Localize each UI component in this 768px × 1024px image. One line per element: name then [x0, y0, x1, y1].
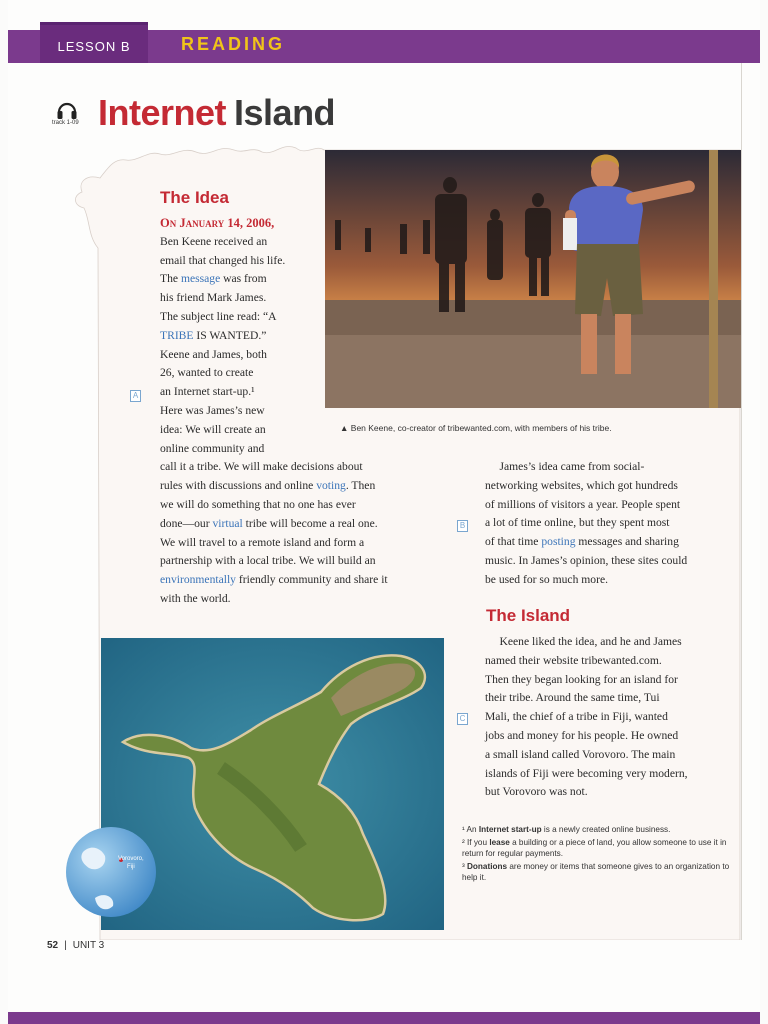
island-line: islands of Fiji were becoming very modern, [485, 766, 688, 780]
idea-line: environmentally friendly community and share it [160, 573, 388, 587]
idea-line: rules with discussions and online voting. Then [160, 479, 376, 493]
page-number: 52 [47, 940, 59, 951]
island-line: Then they began looking for an island for [485, 672, 678, 686]
idea-line: Here was James’s new [160, 403, 265, 417]
footnote: ¹ An Internet start-up is a newly created online business. [462, 825, 671, 834]
vocabulary-word: message [180, 272, 221, 286]
idea-line: an Internet start-up.¹ [160, 385, 255, 399]
lesson-tab [40, 22, 148, 63]
footnote-term: Internet start-up [478, 825, 542, 834]
paragraph-b-line: James’s idea came from social- [485, 460, 645, 473]
paragraph-b-line: be used for so much more. [485, 572, 608, 586]
paragraph-b-line: of that time posting messages and sharing [485, 535, 679, 549]
lesson-label: LESSON B [57, 39, 131, 54]
idea-line: we will do something that no one has ever [160, 497, 356, 511]
paragraph-marker-b: B [457, 520, 468, 532]
section-label: READING [181, 34, 286, 54]
paragraph-b-line: music. In James’s opinion, these sites could [485, 553, 688, 567]
island-line: but Vorovoro was not. [485, 785, 588, 799]
title-part-1: Internet [98, 92, 227, 133]
headphones-icon[interactable] [56, 100, 78, 120]
idea-line: TRIBE IS WANTED.” [160, 328, 267, 342]
island-line: jobs and money for his people. He owned [485, 728, 679, 742]
vocabulary-word: posting [541, 535, 576, 549]
idea-line: idea: We will create an [160, 422, 266, 436]
globe-locator-map [65, 826, 157, 918]
globe-label-line-1: Vorovoro, [118, 856, 144, 862]
page-folio: 52 | UNIT 3 [47, 940, 105, 951]
globe-label-line-2: Fiji [127, 864, 135, 870]
footnote: ³ Donations are money or items that someone gives to an organization to help it. [462, 861, 730, 882]
island-line: Mali, the chief of a tribe in Fiji, wanted [485, 710, 668, 724]
island-line: their tribe. Around the same time, Tui [485, 691, 660, 705]
track-label: track 1-09 [52, 120, 79, 126]
footnotes [462, 824, 732, 885]
title-part-2: Island [234, 92, 336, 133]
idea-paragraph [160, 214, 460, 609]
paragraph-b-line: networking websites, which got hundreds [485, 478, 678, 492]
idea-line: We will travel to a remote island and form a [160, 535, 365, 549]
vocabulary-word: TRIBE [160, 328, 194, 342]
vocabulary-word: virtual [212, 516, 243, 530]
idea-line: email that changed his life. [160, 253, 286, 267]
globe-label [118, 855, 144, 871]
footnote-term: lease [489, 837, 510, 847]
idea-line: his friend Mark James. [160, 291, 267, 305]
island-paragraph [485, 633, 735, 802]
footnote: ² If you lease a building or a piece of land, you allow someone to use it in return for regular payments. [462, 837, 727, 858]
idea-line: Keene and James, both [160, 347, 267, 361]
paragraph-b-line: a lot of time online, but they spent most [485, 516, 670, 530]
island-line: named their website tribewanted.com. [485, 653, 662, 667]
idea-line: The subject line read: “A [160, 309, 277, 323]
idea-line: call it a tribe. We will make decisions about [160, 460, 363, 474]
idea-line: The message was from [160, 272, 267, 286]
heading-the-island: The Island [486, 606, 571, 625]
paragraph-b [485, 458, 735, 590]
idea-line: done—our virtual tribe will become a real one. [160, 516, 378, 530]
idea-line: Ben Keene received an [160, 234, 268, 248]
paragraph-b-line: of millions of visitors a year. People spent [485, 497, 681, 511]
article-title [98, 92, 335, 134]
photo-caption-text: Ben Keene, co-creator of tribewanted.com, with members of his tribe. [350, 423, 612, 433]
vocabulary-word: environmentally [160, 573, 236, 587]
paragraph-marker-a: A [130, 390, 141, 402]
island-line: a small island called Vorovoro. The main [485, 747, 676, 761]
bottom-band [8, 1012, 760, 1024]
paragraph-marker-c: C [457, 713, 468, 725]
idea-line: online community and [160, 441, 265, 455]
island-line: Keene liked the idea, and he and James [485, 635, 682, 648]
photo-caption: ▲ Ben Keene, co-creator of tribewanted.com, with members of his tribe. [340, 423, 612, 433]
idea-line: partnership with a local tribe. We will build an [160, 554, 376, 568]
footnote-term: Donations [467, 861, 508, 871]
heading-the-idea: The Idea [160, 188, 229, 207]
idea-line: On January 14, 2006, [160, 216, 275, 230]
idea-line: with the world. [160, 591, 231, 605]
idea-line: 26, wanted to create [160, 366, 254, 380]
vocabulary-word: voting [316, 479, 346, 493]
unit-label: UNIT 3 [72, 940, 105, 951]
